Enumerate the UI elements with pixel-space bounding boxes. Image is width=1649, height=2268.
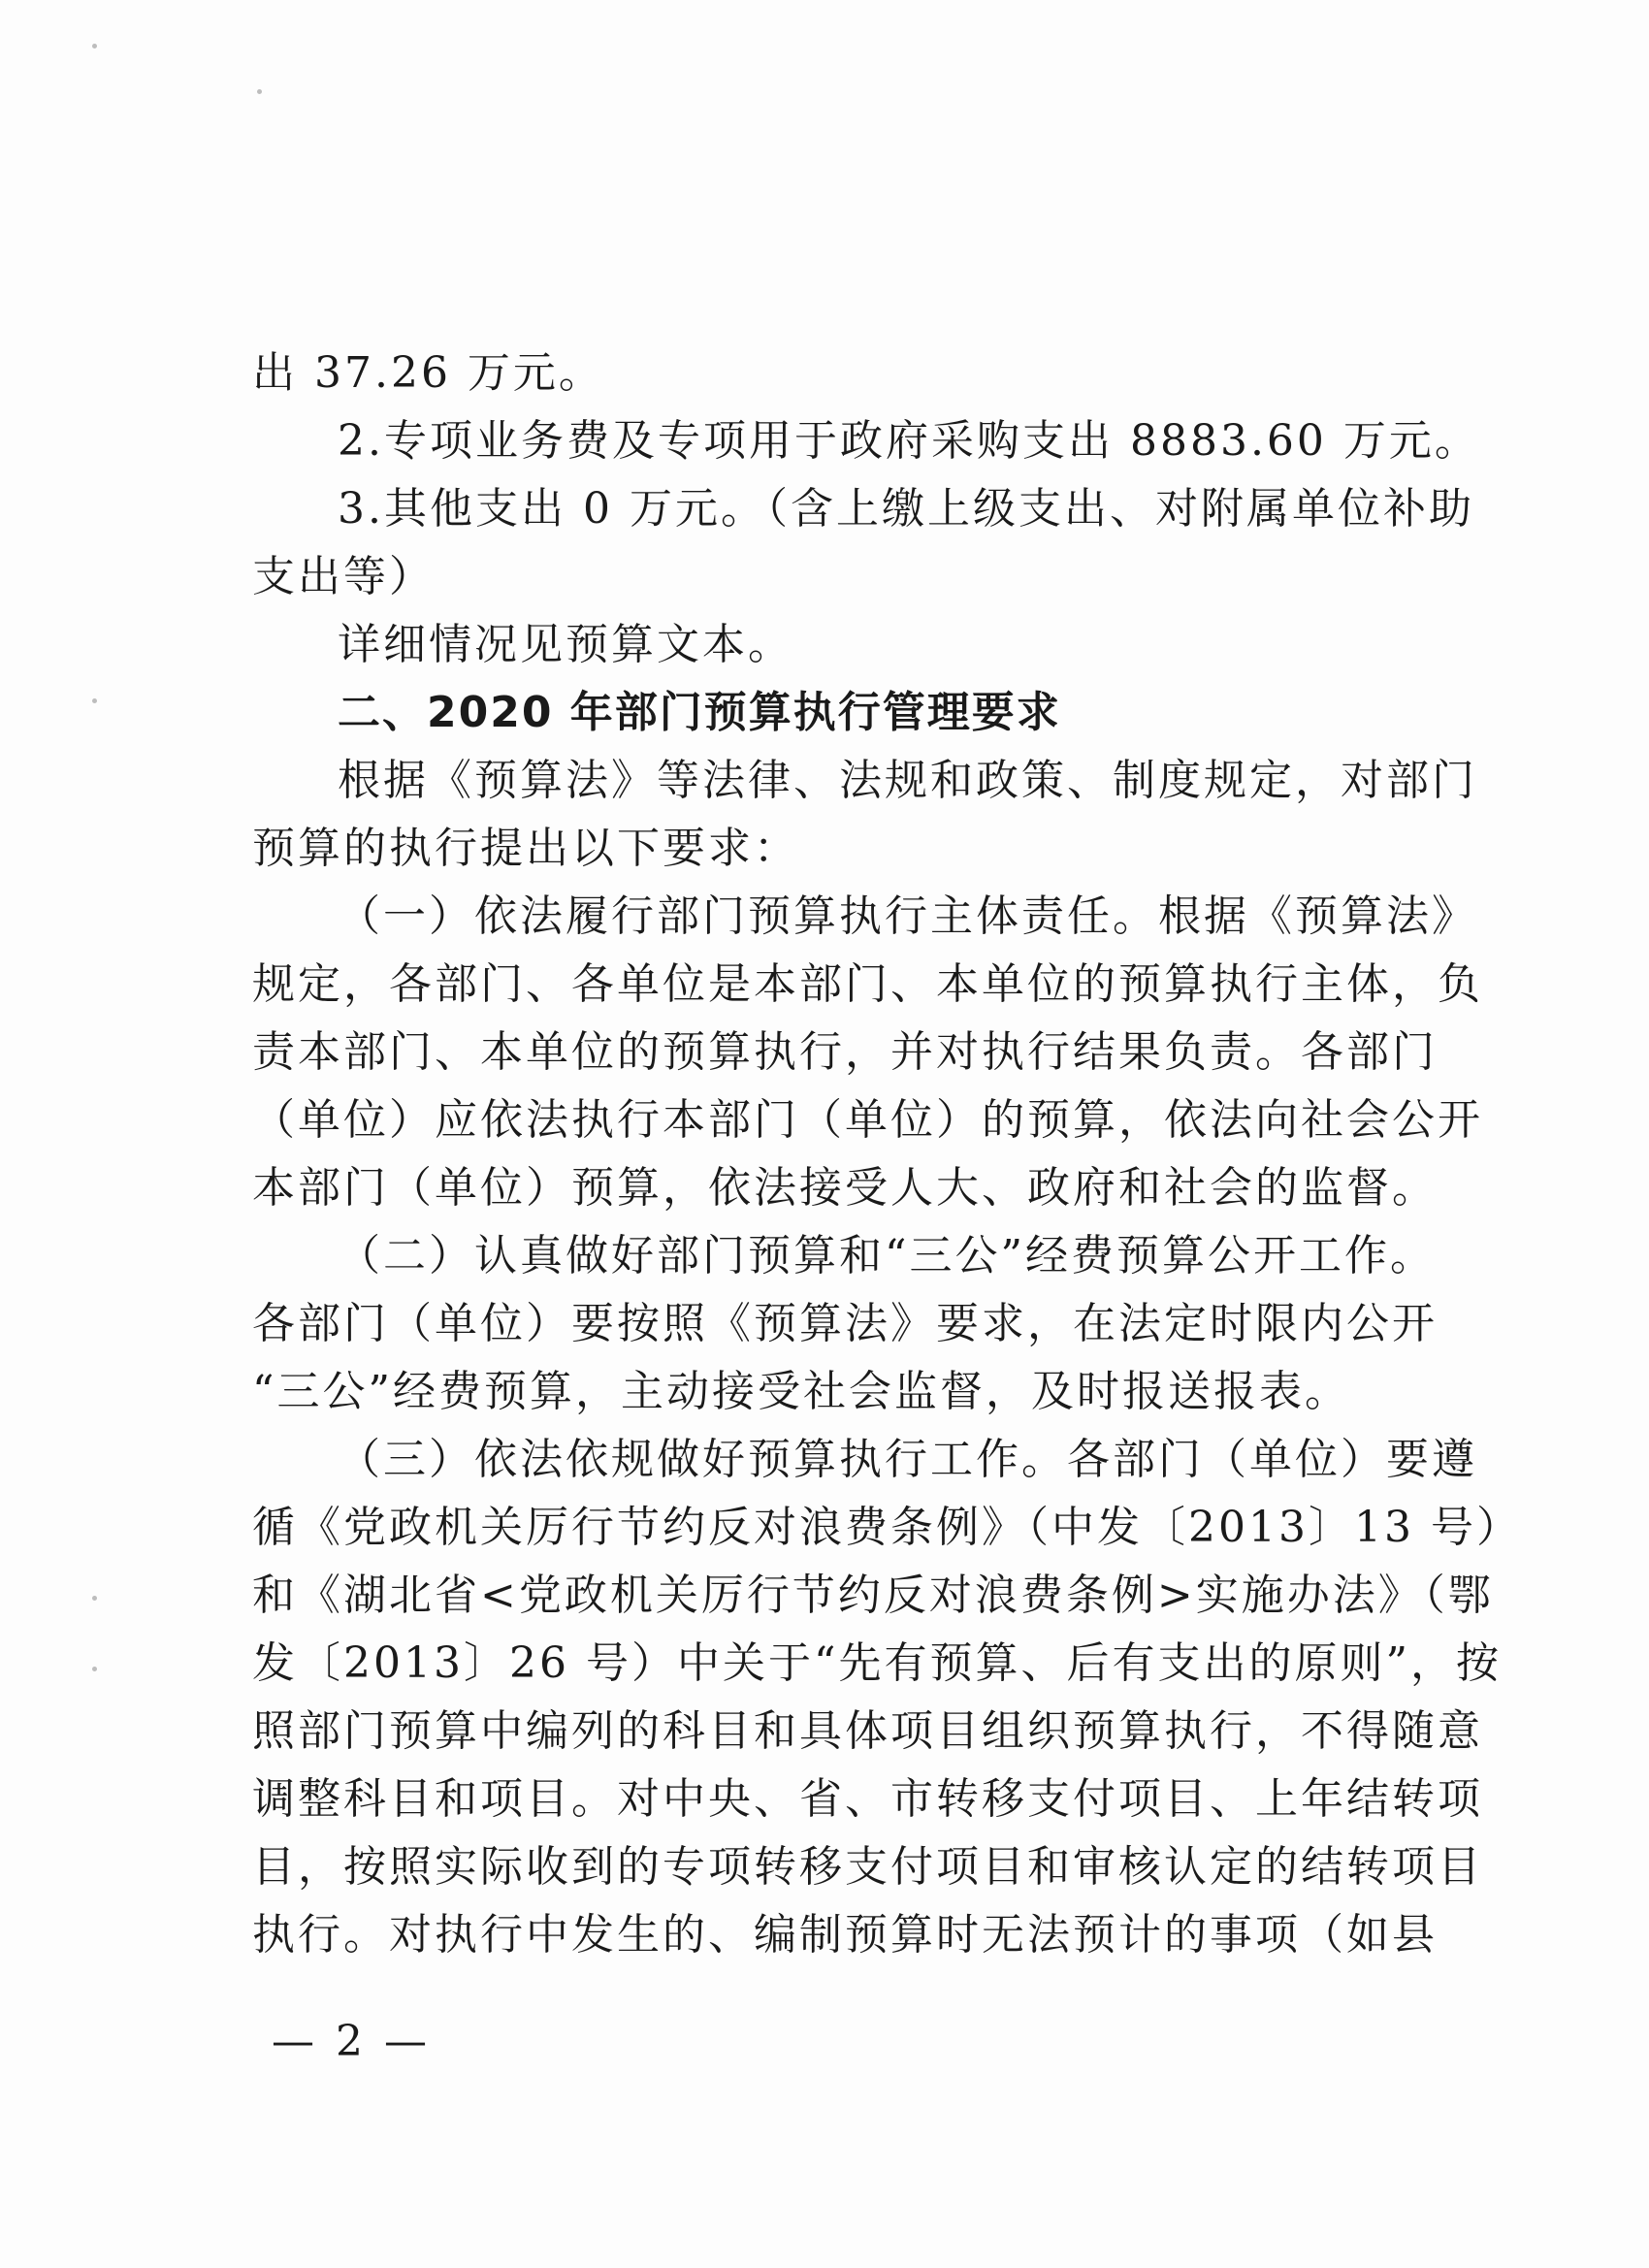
scan-speck: [92, 698, 97, 703]
paragraph-line: 和《湖北省<党政机关厉行节约反对浪费条例>实施办法》（鄂: [252, 1571, 1494, 1620]
paragraph-line: （二）认真做好部门预算和“三公”经费预算公开工作。: [338, 1231, 1436, 1280]
paragraph-line: “三公”经费预算，主动接受社会监督，及时报送报表。: [252, 1367, 1350, 1416]
section-heading: 二、2020 年部门预算执行管理要求: [338, 688, 1061, 737]
paragraph-line: 根据《预算法》等法律、法规和政策、制度规定，对部门: [338, 756, 1477, 805]
paragraph-line: 目，按照实际收到的专项转移支付项目和审核认定的结转项目: [252, 1842, 1483, 1892]
scan-speck: [257, 89, 262, 94]
paragraph-line: 规定，各部门、各单位是本部门、本单位的预算执行主体，负: [252, 959, 1483, 1009]
paragraph-line: 本部门（单位）预算，依法接受人大、政府和社会的监督。: [252, 1163, 1438, 1213]
paragraph-line: （三）依法依规做好预算执行工作。各部门（单位）要遵: [338, 1435, 1477, 1484]
paragraph-line: 支出等）: [252, 552, 435, 601]
paragraph-line: 循《党政机关厉行节约反对浪费条例》（中发〔2013〕13 号）: [252, 1503, 1522, 1552]
scan-speck: [92, 44, 97, 49]
paragraph-line: 详细情况见预算文本。: [338, 620, 793, 669]
page-number: — 2 —: [272, 2017, 431, 2066]
paragraph-line: 预算的执行提出以下要求：: [252, 824, 799, 873]
paragraph-line: 责本部门、本单位的预算执行，并对执行结果负责。各部门: [252, 1027, 1438, 1077]
paragraph-line: （一）依法履行部门预算执行主体责任。根据《预算法》: [338, 891, 1477, 941]
paragraph-line: 执行。对执行中发生的、编制预算时无法预计的事项（如县: [252, 1910, 1438, 1960]
paragraph-line: 照部门预算中编列的科目和具体项目组织预算执行，不得随意: [252, 1706, 1483, 1756]
scan-speck: [92, 1596, 97, 1601]
paragraph-line: 2.专项业务费及专项用于政府采购支出 8883.60 万元。: [338, 416, 1480, 466]
paragraph-line: 调整科目和项目。对中央、省、市转移支付项目、上年结转项: [252, 1774, 1483, 1824]
paragraph-line: 出 37.26 万元。: [252, 348, 604, 398]
scan-speck: [92, 1667, 97, 1671]
paragraph-line: 各部门（单位）要按照《预算法》要求，在法定时限内公开: [252, 1299, 1438, 1348]
paragraph-line: （单位）应依法执行本部门（单位）的预算，依法向社会公开: [252, 1095, 1483, 1145]
paragraph-line: 3.其他支出 0 万元。（含上缴上级支出、对附属单位补助: [338, 484, 1474, 534]
paragraph-line: 发〔2013〕26 号）中关于“先有预算、后有支出的原则”，按: [252, 1638, 1502, 1688]
